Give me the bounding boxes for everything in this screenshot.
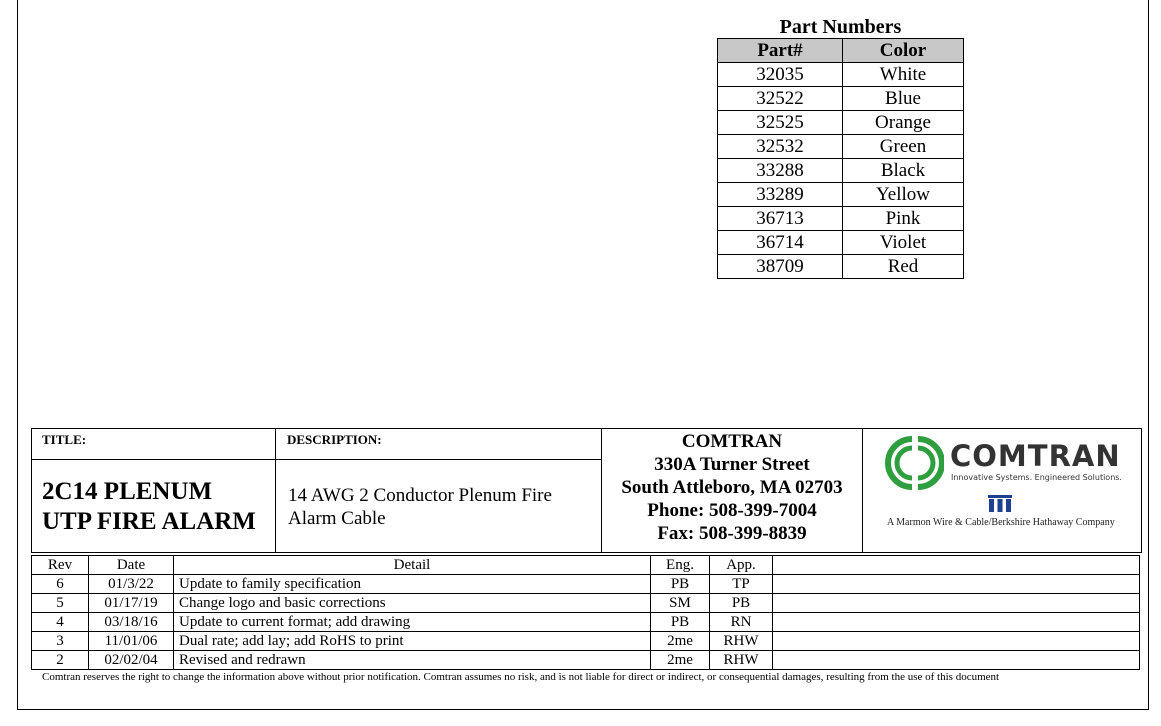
detail-header: Detail bbox=[174, 556, 651, 575]
detail-cell: Update to family specification bbox=[174, 575, 651, 594]
detail-cell: Revised and redrawn bbox=[174, 651, 651, 670]
empty-cell bbox=[773, 575, 1140, 594]
comtran-mark-icon bbox=[880, 435, 944, 491]
empty-cell bbox=[773, 556, 1140, 575]
table-row bbox=[32, 594, 1140, 613]
marmon-m-icon bbox=[987, 492, 1013, 514]
description-line-2: Alarm Cable bbox=[288, 508, 386, 529]
title-line-1: 2C14 PLENUM bbox=[42, 478, 213, 505]
eng-header: Eng. bbox=[651, 556, 710, 575]
revision-header-row bbox=[32, 556, 1140, 575]
color-cell: Green bbox=[843, 135, 964, 159]
eng-cell: SM bbox=[651, 594, 710, 613]
color-cell: White bbox=[843, 63, 964, 87]
rev-header: Rev bbox=[32, 556, 89, 575]
detail-cell: Update to current format; add drawing bbox=[174, 613, 651, 632]
color-cell: Yellow bbox=[843, 183, 964, 207]
empty-cell bbox=[773, 613, 1140, 632]
table-row bbox=[718, 111, 964, 135]
color-header: Color bbox=[843, 39, 964, 63]
part-number-cell: 38709 bbox=[718, 255, 843, 279]
title-label: TITLE: bbox=[42, 432, 87, 447]
divider bbox=[275, 429, 276, 552]
revision-table bbox=[31, 555, 1140, 670]
app-cell: RHW bbox=[710, 651, 773, 670]
color-cell: Black bbox=[843, 159, 964, 183]
part-number-cell: 32532 bbox=[718, 135, 843, 159]
table-row bbox=[718, 63, 964, 87]
empty-cell bbox=[773, 632, 1140, 651]
part-number-cell: 32522 bbox=[718, 87, 843, 111]
table-row bbox=[718, 159, 964, 183]
date-cell: 01/3/22 bbox=[89, 575, 174, 594]
company-fax: Fax: 508-399-8839 bbox=[657, 523, 807, 544]
description bbox=[288, 484, 552, 530]
title-line-2: UTP FIRE ALARM bbox=[42, 508, 256, 535]
table-row bbox=[32, 575, 1140, 594]
detail-cell: Change logo and basic corrections bbox=[174, 594, 651, 613]
table-row bbox=[32, 632, 1140, 651]
date-cell: 02/02/04 bbox=[89, 651, 174, 670]
logo-wordmark: COMTRAN bbox=[950, 439, 1121, 473]
app-cell: RN bbox=[710, 613, 773, 632]
title-block bbox=[31, 428, 1142, 553]
detail-cell: Dual rate; add lay; add RoHS to print bbox=[174, 632, 651, 651]
rev-cell: 6 bbox=[32, 575, 89, 594]
part-number-cell: 32035 bbox=[718, 63, 843, 87]
description-label: DESCRIPTION: bbox=[287, 432, 382, 447]
rev-cell: 5 bbox=[32, 594, 89, 613]
color-cell: Blue bbox=[843, 87, 964, 111]
color-cell: Pink bbox=[843, 207, 964, 231]
part-number-cell: 36714 bbox=[718, 231, 843, 255]
company-address bbox=[602, 430, 862, 545]
eng-cell: 2me bbox=[651, 632, 710, 651]
marmon-text: A Marmon Wire & Cable/Berkshire Hathaway Company bbox=[887, 517, 1115, 528]
color-cell: Orange bbox=[843, 111, 964, 135]
part-numbers-table bbox=[717, 38, 964, 279]
rev-cell: 2 bbox=[32, 651, 89, 670]
company-logo bbox=[863, 429, 1141, 552]
disclaimer: Comtran reserves the right to change the information above without prior notification. Comtran assumes no risk, and is not liable for direct or indirect, or consequential damages, resulting from the use of this document bbox=[42, 671, 1000, 683]
rev-cell: 3 bbox=[32, 632, 89, 651]
table-row bbox=[718, 207, 964, 231]
rev-cell: 4 bbox=[32, 613, 89, 632]
app-header: App. bbox=[710, 556, 773, 575]
company-name: COMTRAN bbox=[681, 431, 783, 452]
eng-cell: 2me bbox=[651, 651, 710, 670]
part-number-cell: 33289 bbox=[718, 183, 843, 207]
color-cell: Violet bbox=[843, 231, 964, 255]
table-row bbox=[32, 613, 1140, 632]
part-number-cell: 32525 bbox=[718, 111, 843, 135]
app-cell: PB bbox=[710, 594, 773, 613]
company-city: South Attleboro, MA 02703 bbox=[621, 477, 843, 498]
divider bbox=[32, 459, 601, 460]
part-number-cell: 36713 bbox=[718, 207, 843, 231]
empty-cell bbox=[773, 594, 1140, 613]
part-numbers-title: Part Numbers bbox=[779, 16, 902, 38]
description-line-1: 14 AWG 2 Conductor Plenum Fire bbox=[288, 485, 552, 506]
table-row bbox=[718, 135, 964, 159]
empty-cell bbox=[773, 651, 1140, 670]
company-phone: Phone: 508-399-7004 bbox=[647, 500, 817, 521]
app-cell: TP bbox=[710, 575, 773, 594]
part-number-header: Part# bbox=[718, 39, 843, 63]
table-row bbox=[718, 87, 964, 111]
app-cell: RHW bbox=[710, 632, 773, 651]
date-header: Date bbox=[89, 556, 174, 575]
logo-tagline: Innovative Systems. Engineered Solutions. bbox=[951, 473, 1122, 482]
date-cell: 11/01/06 bbox=[89, 632, 174, 651]
date-cell: 03/18/16 bbox=[89, 613, 174, 632]
color-cell: Red bbox=[843, 255, 964, 279]
eng-cell: PB bbox=[651, 575, 710, 594]
table-row bbox=[718, 255, 964, 279]
eng-cell: PB bbox=[651, 613, 710, 632]
company-street: 330A Turner Street bbox=[654, 454, 810, 475]
part-number-cell: 33288 bbox=[718, 159, 843, 183]
table-row bbox=[32, 651, 1140, 670]
table-row bbox=[718, 231, 964, 255]
table-row bbox=[718, 183, 964, 207]
date-cell: 01/17/19 bbox=[89, 594, 174, 613]
drawing-title bbox=[42, 477, 256, 537]
